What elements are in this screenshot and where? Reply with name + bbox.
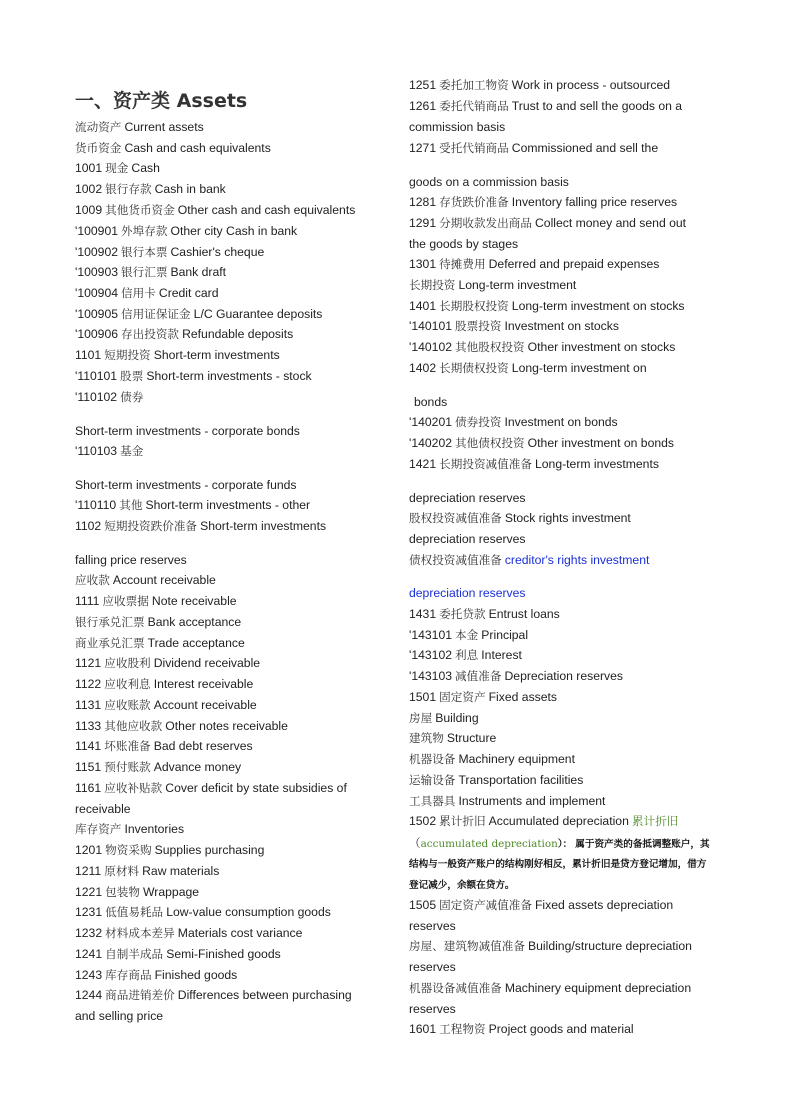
entry-line: 1201 物资采购 Supplies purchasing bbox=[75, 843, 265, 857]
entry-line: receivable bbox=[75, 802, 131, 816]
entry-line: 1402 长期债权投资 Long-term investment on bbox=[409, 361, 647, 375]
entry-line: 1271 受托代销商品 Commissioned and sell the bbox=[409, 141, 659, 155]
entry-line: 股权投资减值准备 Stock rights investment bbox=[409, 511, 631, 525]
entry-line: 1401 长期股权投资 Long-term investment on stocks bbox=[409, 299, 685, 313]
entry-line: 流动资产 Current assets bbox=[75, 120, 204, 134]
entry-line: 1002 银行存款 Cash in bank bbox=[75, 182, 226, 196]
entry-line: '110102 债券 bbox=[75, 390, 144, 404]
entry-line: 1122 应收利息 Interest receivable bbox=[75, 677, 254, 691]
entry-line: '140201 债券投资 Investment on bonds bbox=[409, 415, 618, 429]
entry-line: '100905 信用证保证金 L/C Guarantee deposits bbox=[75, 307, 323, 321]
entry-line: 1161 应收补贴款 Cover deficit by state subsidies of bbox=[75, 781, 347, 795]
entry-line: 1281 存货跌价准备 Inventory falling price reserves bbox=[409, 195, 678, 209]
entry-line: depreciation reserves bbox=[409, 491, 526, 505]
entry-line: the goods by stages bbox=[409, 237, 519, 251]
entry-line: 1221 包装物 Wrappage bbox=[75, 885, 200, 899]
entry-line: '110101 股票 Short-term investments - stock bbox=[75, 369, 312, 383]
entry-line: 工具器具 Instruments and implement bbox=[409, 794, 606, 808]
entry-line: '100902 银行本票 Cashier's cheque bbox=[75, 245, 265, 259]
entry-line: '143102 利息 Interest bbox=[409, 648, 522, 662]
entry-line: 1232 材料成本差异 Materials cost variance bbox=[75, 926, 303, 940]
entry-line: 1301 待摊费用 Deferred and prepaid expenses bbox=[409, 257, 660, 271]
entry-line: bonds bbox=[414, 395, 448, 409]
entry-line: 1102 短期投资跌价准备 Short-term investments bbox=[75, 519, 327, 533]
entry-line: 长期投资 Long-term investment bbox=[409, 278, 577, 292]
entry-line: 1244 商品进销差价 Differences between purchasing bbox=[75, 988, 352, 1002]
entry-line: 1131 应收账款 Account receivable bbox=[75, 698, 257, 712]
entry-line: '100903 银行汇票 Bank draft bbox=[75, 265, 227, 279]
entry-line: 1421 长期投资减值准备 Long-term investments bbox=[409, 457, 659, 471]
entry-line: goods on a commission basis bbox=[409, 175, 569, 189]
entry-line: 1601 工程物资 Project goods and material bbox=[409, 1022, 634, 1036]
entry-line: depreciation reserves bbox=[409, 532, 526, 546]
entry-line: 债权投资减值准备 creditor's rights investment bbox=[409, 553, 650, 567]
entry-line: 1501 固定资产 Fixed assets bbox=[409, 690, 558, 704]
entry-line: and selling price bbox=[75, 1009, 164, 1023]
entry-line: reserves bbox=[409, 960, 456, 974]
entry-line: falling price reserves bbox=[75, 553, 187, 567]
note-line: 登记减少，余额在贷方。 bbox=[409, 880, 515, 891]
entry-line: Short-term investments - corporate bonds bbox=[75, 424, 300, 438]
entry-line: reserves bbox=[409, 919, 456, 933]
entry-line: 房屋、建筑物减值准备 Building/structure depreciation bbox=[409, 939, 692, 953]
entry-line: 建筑物 Structure bbox=[409, 731, 497, 745]
entry-line: 1431 委托贷款 Entrust loans bbox=[409, 607, 560, 621]
entry-line: 1151 预付账款 Advance money bbox=[75, 760, 242, 774]
entry-line: reserves bbox=[409, 1002, 456, 1016]
note-line: （accumulated depreciation）： 属于资产类的备抵调整账户，其 bbox=[409, 836, 710, 850]
entry-line: 机器设备减值准备 Machinery equipment depreciation bbox=[409, 981, 692, 995]
entry-line: 机器设备 Machinery equipment bbox=[409, 752, 575, 766]
entry-line: 1241 自制半成品 Semi-Finished goods bbox=[75, 947, 281, 961]
entry-line: 1211 原材料 Raw materials bbox=[75, 864, 220, 878]
entry-line: 1251 委托加工物资 Work in process - outsourced bbox=[409, 78, 671, 92]
entry-line: 1261 委托代销商品 Trust to and sell the goods on a bbox=[409, 99, 683, 113]
entry-line: 1231 低值易耗品 Low-value consumption goods bbox=[75, 905, 331, 919]
section-heading: 一、资产类 Assets bbox=[75, 90, 248, 112]
entry-line: '143101 本金 Principal bbox=[409, 628, 529, 642]
entry-line: 1505 固定资产减值准备 Fixed assets depreciation bbox=[409, 898, 674, 912]
entry-line: '140202 其他债权投资 Other investment on bonds bbox=[409, 436, 675, 450]
entry-line: 1141 坏账准备 Bad debt reserves bbox=[75, 739, 253, 753]
entry-line: Short-term investments - corporate funds bbox=[75, 478, 297, 492]
entry-line: depreciation reserves bbox=[409, 586, 526, 600]
entry-line: '110103 基金 bbox=[75, 444, 144, 458]
entry-line: '100904 信用卡 Credit card bbox=[75, 286, 219, 300]
entry-line: 1009 其他货币资金 Other cash and cash equivalents bbox=[75, 203, 356, 217]
entry-line: 银行承兑汇票 Bank acceptance bbox=[75, 615, 242, 629]
entry-line: 货币资金 Cash and cash equivalents bbox=[75, 141, 271, 155]
entry-line: 运输设备 Transportation facilities bbox=[409, 773, 584, 787]
entry-line: commission basis bbox=[409, 120, 506, 134]
entry-line: 1243 库存商品 Finished goods bbox=[75, 968, 238, 982]
entry-line: 1133 其他应收款 Other notes receivable bbox=[75, 719, 288, 733]
entry-line: '100901 外埠存款 Other city Cash in bank bbox=[75, 224, 298, 238]
entry-line: 1502 累计折旧 Accumulated depreciation 累计折旧 bbox=[409, 814, 679, 828]
entry-line: '100906 存出投资款 Refundable deposits bbox=[75, 327, 294, 341]
entry-line: 1111 应收票据 Note receivable bbox=[75, 594, 237, 608]
entry-line: 1121 应收股利 Dividend receivable bbox=[75, 656, 261, 670]
entry-line: '110110 其他 Short-term investments - other bbox=[75, 498, 311, 512]
entry-line: 1291 分期收款发出商品 Collect money and send out bbox=[409, 216, 687, 230]
entry-line: 库存资产 Inventories bbox=[75, 822, 185, 836]
entry-line: '140102 其他股权投资 Other investment on stocks bbox=[409, 340, 676, 354]
entry-line: 1001 现金 Cash bbox=[75, 161, 160, 175]
entry-line: 1101 短期投资 Short-term investments bbox=[75, 348, 280, 362]
entry-line: 商业承兑汇票 Trade acceptance bbox=[75, 636, 245, 650]
entry-line: '140101 股票投资 Investment on stocks bbox=[409, 319, 619, 333]
entry-line: '143103 减值准备 Depreciation reserves bbox=[409, 669, 624, 683]
entry-line: 应收款 Account receivable bbox=[75, 573, 216, 587]
entry-line: 房屋 Building bbox=[409, 711, 479, 725]
note-line: 结构与一般资产账户的结构刚好相反，累计折旧是贷方登记增加，借方 bbox=[409, 859, 707, 870]
